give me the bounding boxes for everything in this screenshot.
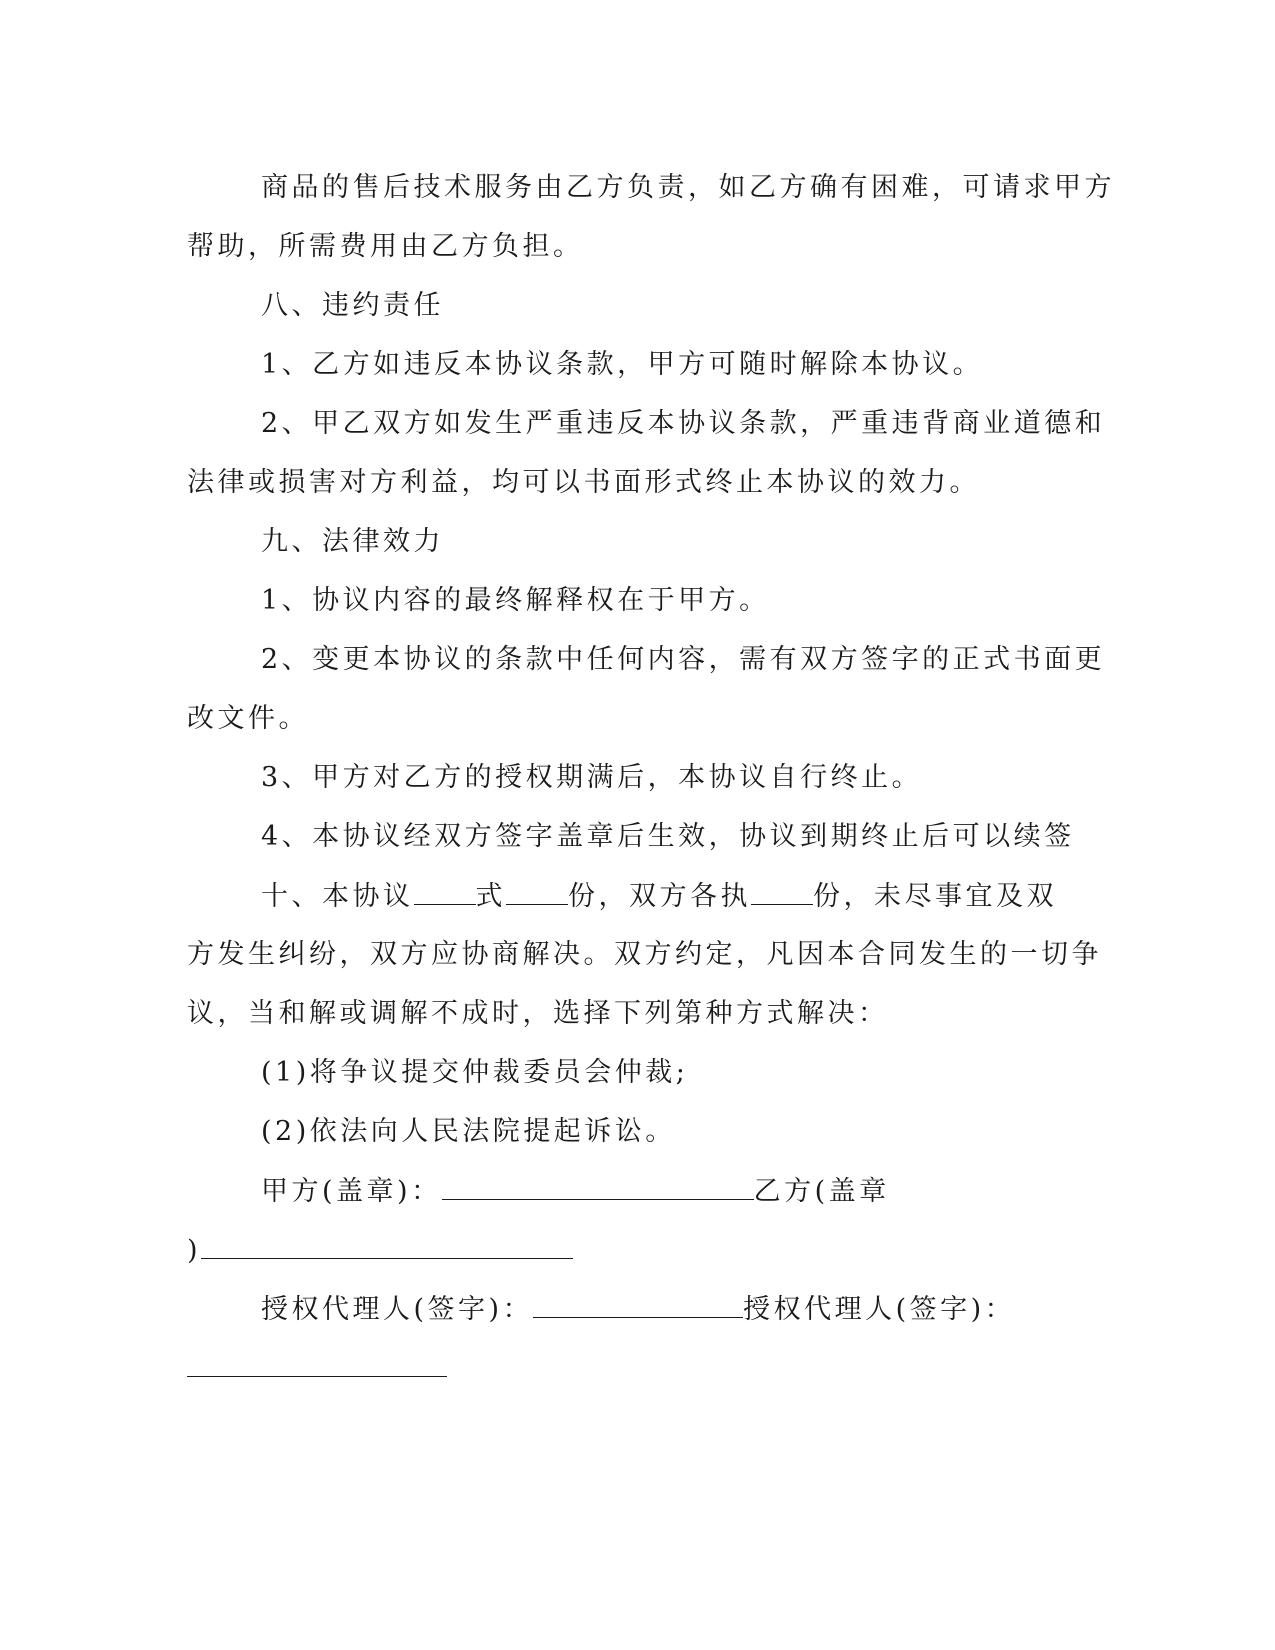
section-8-title: 八、违约责任 [261, 290, 444, 321]
agent-b-signature-blank[interactable] [187, 1350, 447, 1377]
party-a-seal-blank[interactable] [442, 1173, 754, 1200]
copies-each-blank[interactable] [751, 878, 813, 905]
section-9-item-3: 3、甲方对乙方的授权期满后，本协议自行终止。 [261, 762, 923, 793]
dispute-option-1: (1)将争议提交仲裁委员会仲裁; [261, 1057, 689, 1088]
section-10-line2: 方发生纠纷，双方应协商解决。双方约定，凡因本合同发生的一切争 [187, 939, 1102, 970]
section-9-item-2-line2: 改文件。 [187, 703, 309, 734]
section-9-title: 九、法律效力 [261, 526, 444, 557]
copies-total-blank[interactable] [414, 878, 476, 905]
section-10-text-2: 式 [475, 881, 506, 912]
section-10-text-4: 份，未尽事宜及双 [813, 881, 1057, 912]
section-8-item-1: 1、乙方如违反本协议条款，甲方可随时解除本协议。 [261, 349, 984, 380]
party-b-seal-label: 乙方(盖章 [753, 1176, 890, 1207]
agent-a-label: 授权代理人(签字)： [261, 1294, 534, 1325]
section-10-text-3: 份，双方各执 [568, 881, 751, 912]
copies-count-blank[interactable] [506, 878, 568, 905]
section-10-line3: 议，当和解或调解不成时，选择下列第种方式解决： [187, 998, 889, 1029]
section-9-item-4: 4、本协议经双方签字盖章后生效，协议到期终止后可以续签 [261, 821, 1075, 852]
section-8-item-2-line1: 2、甲乙双方如发生严重违反本协议条款，严重违背商业道德和 [261, 408, 1106, 439]
paragraph-after-sales-line2: 帮助，所需费用由乙方负担。 [187, 231, 584, 262]
party-b-seal-label-end: ) [187, 1235, 202, 1266]
agent-b-signature-line [187, 1350, 447, 1387]
agent-signature-line [261, 1291, 1015, 1328]
section-10-line1 [261, 878, 1057, 915]
agent-b-label: 授权代理人(签字)： [743, 1294, 1016, 1325]
dispute-option-2: (2)依法向人民法院提起诉讼。 [261, 1116, 676, 1147]
section-8-item-2-line2: 法律或损害对方利益，均可以书面形式终止本协议的效力。 [187, 467, 980, 498]
agent-a-signature-blank[interactable] [533, 1291, 743, 1318]
section-9-item-1: 1、协议内容的最终解释权在于甲方。 [261, 585, 770, 616]
signature-party-b-line [187, 1232, 573, 1269]
party-a-seal-label: 甲方(盖章)： [261, 1176, 442, 1207]
section-9-item-2-line1: 2、变更本协议的条款中任何内容，需有双方签字的正式书面更 [261, 644, 1106, 675]
section-10-text-1: 十、本协议 [261, 881, 414, 912]
paragraph-after-sales-line1: 商品的售后技术服务由乙方负责，如乙方确有困难，可请求甲方 [261, 172, 1115, 203]
signature-party-a-line [261, 1173, 890, 1210]
party-b-seal-blank[interactable] [201, 1232, 573, 1259]
